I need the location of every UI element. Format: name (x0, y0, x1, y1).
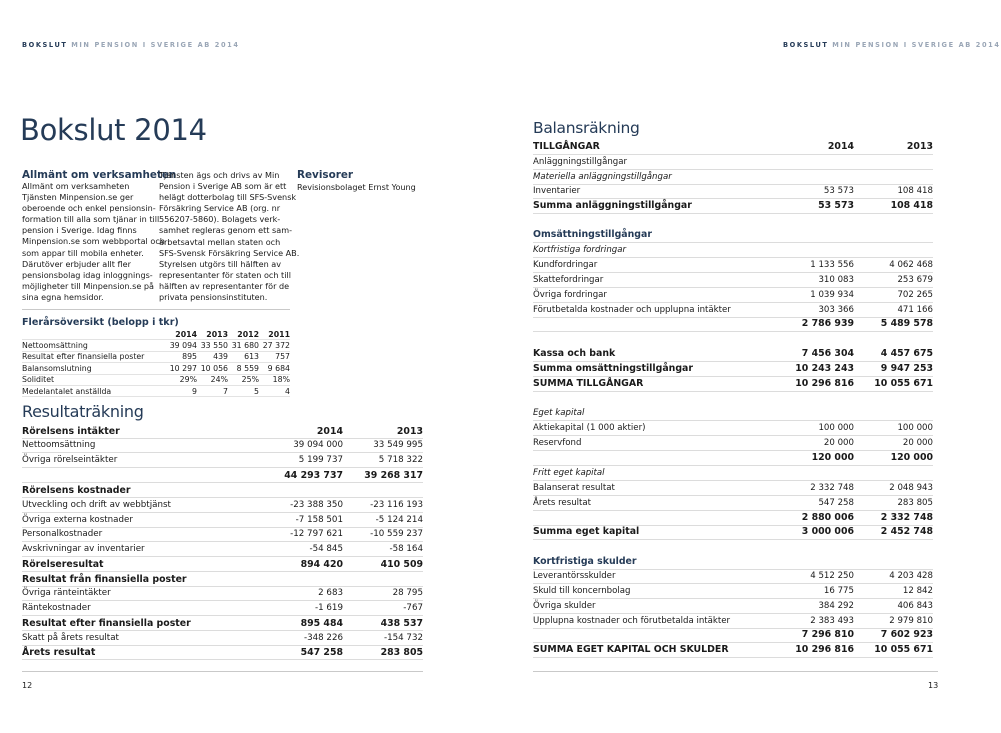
text-line: pension i Sverige. Idag finns (22, 225, 137, 236)
value-2014: 894 420 (300, 558, 343, 570)
value-2013: 2 048 943 (889, 482, 933, 493)
table-row (533, 317, 933, 332)
value-2013: 2 452 748 (880, 526, 933, 538)
balance-heading: Balansräkning (533, 119, 640, 137)
page-number-left: 12 (22, 681, 33, 690)
row-label: Resultat efter finansiella poster (22, 352, 145, 362)
value-2013: 12 842 (902, 585, 933, 596)
row-label: Soliditet (22, 375, 55, 385)
value-2013: 4 203 428 (889, 570, 933, 581)
cell-value: 613 (244, 352, 259, 362)
table-row (22, 375, 290, 386)
year-header: 2013 (206, 329, 228, 339)
value-2014: 10 243 243 (795, 363, 854, 375)
row-label: Förutbetalda kostnader och upplupna intäkter (533, 304, 731, 315)
cell-value: 7 (223, 386, 228, 396)
table-row (22, 601, 423, 616)
row-label: Balanserat resultat (533, 482, 615, 493)
value-2014: 547 258 (300, 646, 343, 658)
row-label: Eget kapital (533, 407, 585, 418)
value-2013: 471 166 (897, 304, 933, 315)
table-row (533, 184, 933, 199)
cell-value: 757 (275, 352, 290, 362)
text-line: Tjänsten Minpension.se ger (22, 192, 134, 203)
header-sub: MIN PENSION I SVERIGE AB 2014 (71, 41, 240, 49)
value-2014: 7 296 810 (801, 629, 854, 641)
value-2013: 7 602 923 (880, 629, 933, 641)
page-title: Bokslut 2014 (20, 113, 207, 147)
text-line: Allmänt om verksamheten (22, 181, 130, 191)
value-2013: 2 332 748 (880, 512, 933, 524)
value-2013: -10 559 237 (370, 529, 423, 539)
multi-year-heading: Flerårsöversikt (belopp i tkr) (22, 317, 179, 328)
value-2014: -348 226 (303, 633, 343, 643)
text-line: Tjänsten ägs och drivs av Min (159, 170, 280, 180)
value-2014: -1 619 (314, 603, 343, 613)
value-2013: 406 843 (897, 600, 933, 611)
text-line: Därutöver erbjuder allt fler (22, 258, 131, 269)
row-label: Nettoomsättning (22, 341, 88, 351)
value-2014: 7 456 304 (801, 348, 854, 360)
text-line: Styrelsen utgörs till hälften av (159, 258, 282, 269)
value-2013: -58 164 (389, 544, 423, 554)
row-label: TILLGÅNGAR (533, 141, 600, 153)
row-label: Aktiekapital (1 000 aktier) (533, 422, 646, 433)
table-row (22, 424, 423, 439)
row-label: Årets resultat (533, 497, 592, 508)
cell-value: 5 (254, 386, 259, 396)
value-2013: 4 062 468 (889, 259, 933, 270)
table-row (22, 363, 290, 374)
value-2014: -54 845 (309, 544, 343, 554)
value-2014: 2 683 (318, 588, 343, 598)
value-2014: 2014 (316, 425, 343, 437)
table-row (22, 468, 423, 483)
table-row (22, 557, 423, 572)
table-row (533, 347, 933, 362)
row-label: Årets resultat (22, 646, 96, 658)
table-row (533, 421, 933, 436)
cell-value: 8 559 (236, 363, 259, 373)
table-row (22, 631, 423, 646)
value-2014: 16 775 (823, 585, 854, 596)
value-2013: 438 537 (380, 617, 423, 629)
cell-value: 18% (272, 375, 290, 385)
general-col1 (22, 181, 165, 303)
value-2013: 4 457 675 (880, 348, 933, 360)
value-2014: 384 292 (818, 600, 854, 611)
table-row (533, 451, 933, 466)
value-2013: 410 509 (380, 558, 423, 570)
value-2014: 895 484 (300, 617, 343, 629)
value-2014: 2014 (827, 141, 854, 153)
value-2014: 547 258 (818, 497, 854, 508)
row-label: Övriga fordringar (533, 289, 607, 300)
value-2014: 39 094 000 (293, 440, 343, 450)
year-header: 2011 (268, 329, 290, 339)
table-row (533, 525, 933, 540)
table-row (533, 228, 933, 243)
text-line: hälften av representanter för de (159, 280, 290, 291)
value-2013: -154 732 (383, 633, 423, 643)
table-row (533, 140, 933, 155)
value-2013: 2013 (906, 141, 933, 153)
running-header-right (783, 41, 1001, 49)
table-row (22, 453, 423, 468)
row-label: Kundfordringar (533, 259, 598, 270)
value-2014: 4 512 250 (810, 570, 854, 581)
row-label: Leverantörsskulder (533, 570, 616, 581)
value-2014: -12 797 621 (290, 529, 343, 539)
value-2013: 108 418 (897, 185, 933, 196)
table-row (22, 386, 290, 397)
header-sub: MIN PENSION I SVERIGE AB 2014 (832, 41, 1001, 49)
value-2013: 39 268 317 (364, 469, 423, 481)
table-row (533, 288, 933, 303)
auditor-text: Revisionsbolaget Ernst Young (297, 182, 416, 192)
cell-value: 25% (241, 375, 259, 385)
row-label: SUMMA TILLGÅNGAR (533, 378, 644, 390)
cell-value: 4 (285, 386, 290, 396)
value-2014: 2 332 748 (810, 482, 854, 493)
value-2014: 2 383 493 (810, 615, 854, 626)
general-heading: Allmänt om verksamheten (22, 169, 177, 181)
row-label: Skatt på årets resultat (22, 633, 119, 643)
value-2014: 20 000 (823, 437, 854, 448)
auditor-heading: Revisorer (297, 169, 354, 181)
text-line: Pension i Sverige AB som är ett (159, 181, 287, 192)
text-line: pensionsbolag idag inloggnings- (22, 269, 153, 280)
text-line: representanter för staten och till (159, 269, 291, 280)
table-row (533, 377, 933, 392)
value-2013: -23 116 193 (370, 500, 423, 510)
table-header-row (22, 329, 290, 340)
row-label: Utveckling och drift av webbtjänst (22, 500, 171, 510)
table-row (22, 527, 423, 542)
table-row (533, 481, 933, 496)
value-2014: 2 786 939 (801, 318, 854, 330)
row-label: Avskrivningar av inventarier (22, 544, 145, 554)
value-2013: -767 (403, 603, 423, 613)
general-col2 (159, 170, 300, 303)
row-label: Rörelsens intäkter (22, 425, 120, 437)
table-row (22, 340, 290, 351)
table-row (533, 599, 933, 614)
value-2014: 2 880 006 (801, 512, 854, 524)
row-label: Övriga rörelseintäkter (22, 455, 118, 465)
text-line: möjligheter till Minpension.se på (22, 280, 154, 291)
value-2013: 9 947 253 (880, 363, 933, 375)
cell-value: 439 (213, 352, 228, 362)
table-row (533, 199, 933, 214)
divider (22, 309, 290, 310)
value-2013: 5 718 322 (378, 455, 423, 465)
text-line: sina egna hemsidor. (22, 291, 104, 302)
text-line: helägt dotterbolag till SFS-Svensk (159, 192, 297, 203)
table-row (533, 555, 933, 570)
value-2014: 310 083 (818, 274, 854, 285)
row-label: Personalkostnader (22, 529, 103, 539)
table-row (22, 616, 423, 631)
table-row (22, 483, 423, 498)
cell-value: 27 372 (262, 341, 290, 351)
value-2013: 2013 (396, 425, 423, 437)
row-label: Kortfristiga fordringar (533, 244, 627, 255)
text-line: som appar till mobila enheter. (22, 247, 144, 258)
row-label: Medelantalet anställda (22, 386, 112, 396)
cell-value: 33 550 (200, 341, 228, 351)
value-2013: 120 000 (890, 452, 933, 464)
value-2014: 10 296 816 (795, 644, 854, 656)
table-row (533, 511, 933, 526)
cell-value: 39 094 (169, 341, 197, 351)
table-row (533, 628, 933, 643)
value-2014: 1 039 934 (810, 289, 854, 300)
value-2013: 2 979 810 (889, 615, 933, 626)
row-label: Övriga externa kostnader (22, 515, 133, 525)
row-label: Rörelsens kostnader (22, 484, 131, 496)
row-label: Övriga ränteintäkter (22, 588, 111, 598)
value-2013: 10 055 671 (874, 644, 933, 656)
row-label: Fritt eget kapital (533, 467, 605, 478)
value-2013: 253 679 (897, 274, 933, 285)
text-line: samhet regleras genom ett sam- (159, 225, 293, 236)
table-row (533, 243, 933, 258)
cell-value: 9 684 (267, 363, 290, 373)
header-bold: BOKSLUT (22, 41, 68, 49)
value-2013: 702 265 (897, 289, 933, 300)
table-row (533, 436, 933, 451)
value-2014: 44 293 737 (284, 469, 343, 481)
cell-value: 9 (192, 386, 197, 396)
cell-value: 29% (179, 375, 197, 385)
cell-value: 31 680 (231, 341, 259, 351)
value-2013: 28 795 (392, 588, 423, 598)
table-row (22, 572, 423, 587)
value-2014: 1 133 556 (810, 259, 854, 270)
table-row (22, 498, 423, 513)
cell-value: 10 297 (169, 363, 197, 373)
table-row (22, 645, 423, 660)
table-row (22, 542, 423, 557)
value-2013: -5 124 214 (375, 515, 423, 525)
text-line: 556207-5860). Bolagets verk- (159, 214, 281, 225)
value-2014: -7 158 501 (295, 515, 343, 525)
value-2013: 283 805 (897, 497, 933, 508)
text-line: formation till alla som tjänar in till (22, 214, 160, 225)
table-row (22, 586, 423, 601)
text-line: Försäkring Service AB (org. nr (159, 203, 281, 214)
row-label: Inventarier (533, 185, 581, 196)
row-label: Skuld till koncernbolag (533, 585, 631, 596)
text-line: privata pensionsinstituten. (159, 292, 268, 303)
value-2014: 120 000 (811, 452, 854, 464)
value-2013: 33 549 995 (373, 440, 423, 450)
row-label: Skattefordringar (533, 274, 604, 285)
row-label: Kortfristiga skulder (533, 556, 637, 568)
value-2013: 5 489 578 (880, 318, 933, 330)
table-row (533, 643, 933, 658)
table-row (533, 406, 933, 421)
table-row (533, 170, 933, 185)
row-label: Övriga skulder (533, 600, 596, 611)
footer-rule-left (22, 671, 423, 672)
row-label: Upplupna kostnader och förutbetalda intäkter (533, 615, 731, 626)
row-label: Resultat från finansiella poster (22, 573, 187, 585)
row-label: Reservfond (533, 437, 582, 448)
value-2013: 10 055 671 (874, 378, 933, 390)
running-header-left (22, 41, 240, 49)
table-row (533, 155, 933, 170)
row-label: Anläggningstillgångar (533, 156, 628, 167)
text-line: SFS-Svensk Försäkring Service AB. (159, 247, 300, 258)
value-2014: -23 388 350 (290, 500, 343, 510)
value-2014: 53 573 (823, 185, 854, 196)
value-2014: 303 366 (818, 304, 854, 315)
cell-value: 10 056 (200, 363, 228, 373)
cell-value: 24% (210, 375, 228, 385)
value-2013: 100 000 (897, 422, 933, 433)
value-2014: 3 000 006 (801, 526, 854, 538)
table-row (533, 466, 933, 481)
row-label: Summa eget kapital (533, 526, 640, 538)
row-label: Resultat efter finansiella poster (22, 617, 191, 629)
table-row (533, 584, 933, 599)
row-label: Materiella anläggningstillgångar (533, 171, 672, 182)
footer-rule-right (533, 671, 938, 672)
table-row (533, 496, 933, 511)
table-row (533, 258, 933, 273)
row-label: Rörelseresultat (22, 558, 104, 570)
row-label: Kassa och bank (533, 348, 616, 360)
text-line: oberoende och enkel pensionsin- (22, 203, 156, 214)
text-line: arbetsavtal mellan staten och (159, 236, 281, 247)
year-header: 2012 (237, 329, 259, 339)
table-row (533, 569, 933, 584)
row-label: Räntekostnader (22, 603, 91, 613)
table-row (22, 352, 290, 363)
row-label: Nettoomsättning (22, 440, 96, 450)
table-row (533, 614, 933, 629)
row-label: Balansomslutning (22, 363, 92, 373)
page-number-right: 13 (928, 681, 939, 690)
income-heading: Resultaträkning (22, 402, 144, 421)
table-row (533, 273, 933, 288)
table-row (22, 513, 423, 528)
text-line: Minpension.se som webbportal och (22, 236, 165, 247)
year-header: 2014 (175, 329, 197, 339)
cell-value: 895 (182, 352, 197, 362)
header-bold: BOKSLUT (783, 41, 829, 49)
row-label: Summa omsättningstillgångar (533, 363, 693, 375)
value-2014: 100 000 (818, 422, 854, 433)
row-label: SUMMA EGET KAPITAL OCH SKULDER (533, 644, 729, 656)
row-label: Omsättningstillgångar (533, 229, 652, 241)
table-row (533, 303, 933, 318)
value-2013: 283 805 (380, 646, 423, 658)
value-2014: 53 573 (818, 200, 854, 212)
value-2013: 20 000 (902, 437, 933, 448)
table-row (533, 362, 933, 377)
row-label: Summa anläggningstillgångar (533, 200, 692, 212)
value-2014: 10 296 816 (795, 378, 854, 390)
value-2013: 108 418 (890, 200, 933, 212)
value-2014: 5 199 737 (298, 455, 343, 465)
table-row (22, 438, 423, 453)
